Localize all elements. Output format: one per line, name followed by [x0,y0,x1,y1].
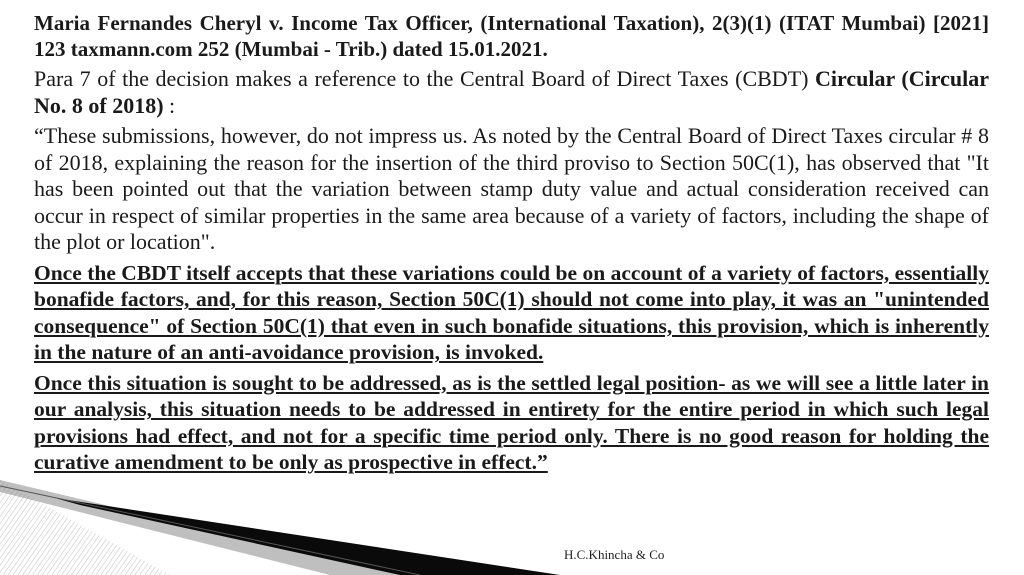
emphasis-paragraph-2: Once this situation is sought to be addressed, as is the settled legal position- as we will see a little later in our analysis, this situation needs to be addressed in entirety for the entire period in which such legal provisions had effect, and not for a specific time period only. There is no good reason for holding the curative amendment to be only as prospective in effect.” [34,370,989,474]
intro-colon: : [163,92,176,118]
case-heading: Maria Fernandes Cheryl v. Income Tax Officer, (International Taxation), 2(3)(1) (ITAT Mumbai) [2021] 123 taxmann.com 252 (Mumbai - Trib.) dated 15.01.2021. [34,11,989,61]
circular-reference: Circular (Circular No. 8 of 2018) [34,66,989,118]
footer-firm-name: H.C.Khincha & Co [564,547,665,562]
intro-text: Para 7 of the decision makes a reference to the Central Board of Direct Taxes (CBDT) [34,66,816,91]
quote-paragraph: “These submissions, however, do not impress us. As noted by the Central Board of Direct Taxes circular # 8 of 2018, explaining the reason for the insertion of the third proviso to Section 50C(1), has observed that "It has been pointed out that the variation between stamp duty value and actual consideration received can occur in respect of similar properties in the same area because of a variety of factors, including the shape of the plot or location". [34,123,989,254]
intro-paragraph [34,66,989,119]
slide-content [34,10,989,480]
emphasis-paragraph-1: Once the CBDT itself accepts that these variations could be on account of a variety of factors, essentially bonafide factors, and, for this reason, Section 50C(1) should not come into play, it was an "unintended consequence" of Section 50C(1) that even in such bonafide situations, this provision, which is inherently in the nature of an anti-avoidance provision, is invoked. [34,260,989,364]
